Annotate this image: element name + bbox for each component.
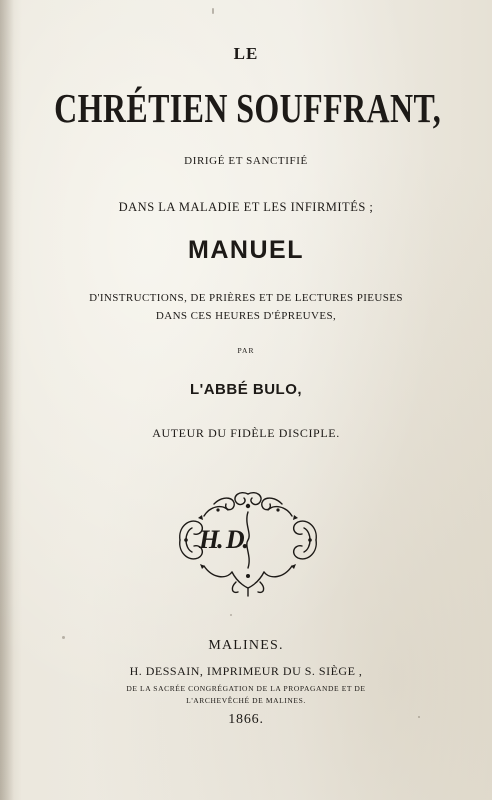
printer-monogram-ornament: [174, 488, 322, 598]
paper-speck: [418, 716, 420, 718]
manual-label: MANUEL: [188, 236, 304, 264]
description-line-2: DANS CES HEURES D'ÉPREUVES,: [155, 310, 337, 322]
description-line-1: D'INSTRUCTIONS, DE PRIÈRES ET DE LECTURES PIEUSES: [89, 292, 403, 304]
subtitle-line-2: DANS LA MALADIE ET LES INFIRMITÉS ;: [118, 200, 374, 214]
page-edge-shadow: [0, 0, 14, 800]
author-note: AUTEUR DU FIDÈLE DISCIPLE.: [152, 426, 340, 440]
main-title: CHRÉTIEN SOUFFRANT,: [54, 85, 442, 131]
by-label: PAR: [237, 346, 255, 355]
paper-speck: [230, 614, 232, 616]
publication-city: MALINES.: [208, 638, 284, 653]
subtitle-line-1: DIRIGÉ ET SANCTIFIÉ: [184, 155, 308, 167]
author-name: L'ABBÉ BULO,: [189, 381, 303, 398]
monogram-letters: H. D.: [199, 525, 249, 554]
paper-speck: [62, 636, 65, 639]
printer-name: H. DESSAIN, IMPRIMEUR DU S. SIÈGE ,: [129, 664, 363, 678]
publication-year: 1866.: [228, 712, 264, 727]
printer-detail-line-1: DE LA SACRÉE CONGRÉGATION DE LA PROPAGANDE ET DE: [126, 684, 366, 693]
paper-speck: [212, 8, 214, 14]
printer-detail-line-2: L'ARCHEVÊCHÉ DE MALINES.: [186, 696, 306, 705]
title-article: LE: [233, 44, 259, 63]
